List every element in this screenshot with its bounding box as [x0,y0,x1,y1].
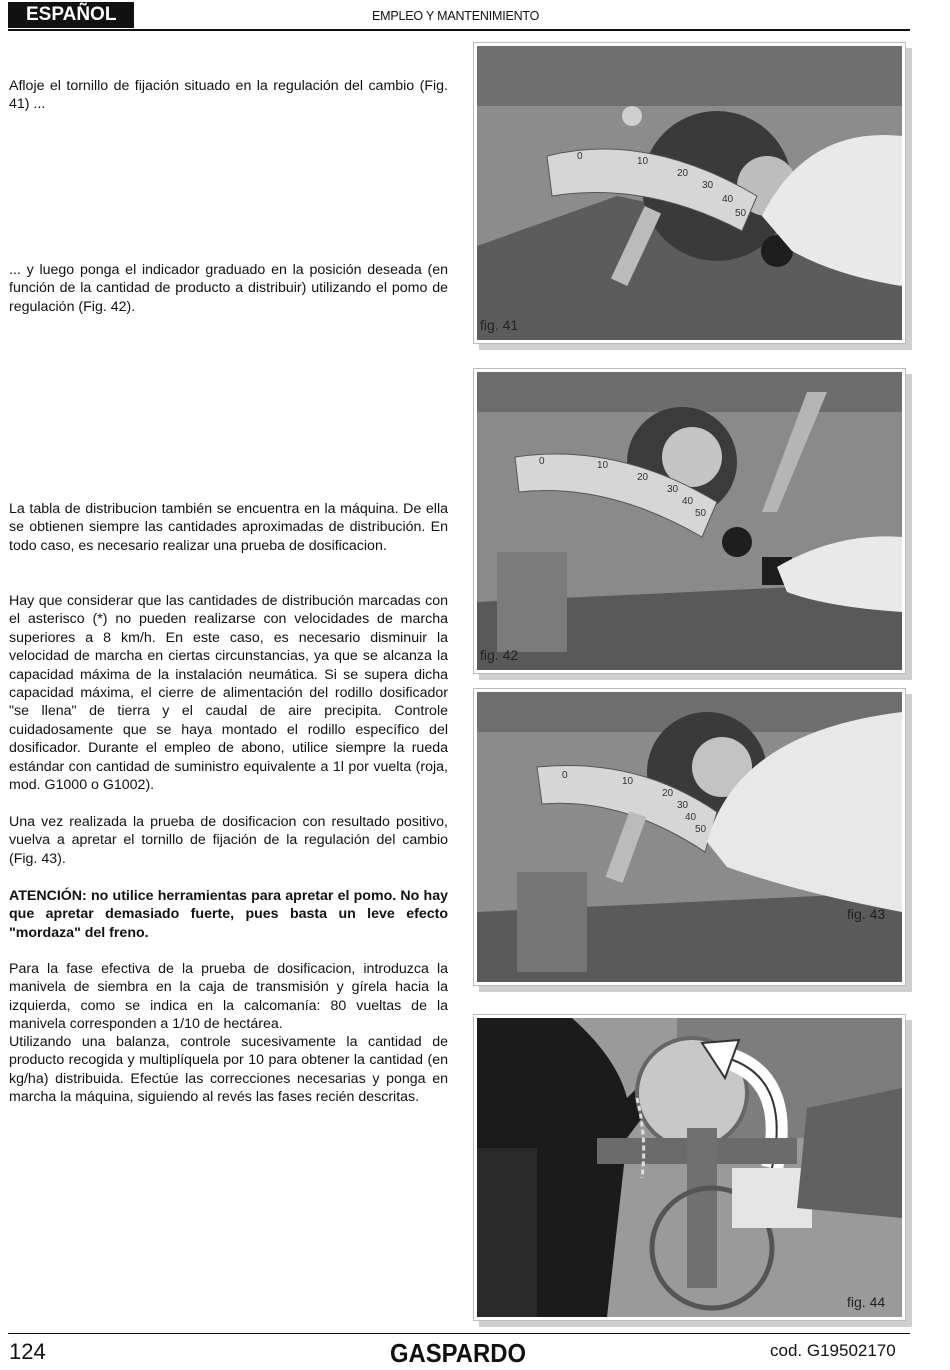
document-code: cod. G19502170 [770,1341,896,1360]
scale-tick-label: 10 [622,776,634,787]
figure-42 [473,368,906,674]
paragraph-asterisk-note: Hay que considerar que las cantidades de distribución marcadas con el asterisco (*) no pueden realizarse con velocidades de marcha superiores a 8 km/h. En este caso, es necesario disminuir la velocidad de marcha en ciertas circunstancias, ya que se alcanza la capacidad máxima de la instalación neumática. Si se supera dicha capacidad máxima, el cierre de alimentación del rodillo dosificador "se llena" de tierra y el caudal de aire precipita. Controle cuidadosamente que se haya montado el rodillo específico del dosificador. Durante el empleo de abono, utilice siempre la rueda estándar con cantidad de suministro equivalente a 1l por vuelta (roja, mod. G1000 o G1002). [9,593,448,794]
brand-wordmark: GASPARDO [390,1338,526,1366]
figure-caption: fig. 44 [847,1294,886,1310]
scale-tick-label: 30 [667,484,679,495]
paragraph-distribution-table: La tabla de distribucion también se encuentra en la máquina. De ella se obtienen siempre las cantidades aproximadas de distribución. En todo caso, es necesario realizar una prueba de dosificacion. [9,501,448,554]
scale-tick-label: 50 [735,208,747,219]
paragraph-set-indicator: ... y luego ponga el indicador graduado en la posición deseada (en función de la cantidad de producto a distribuir) utilizando el pomo de regulación (Fig. 42). [9,262,448,315]
scale-tick-label: 0 [562,770,568,781]
scale-tick-label: 40 [682,496,694,507]
language-tab: ESPAÑOL [8,2,134,28]
paragraph-loosen-screw: Afloje el tornillo de fijación situado en la regulación del cambio (Fig. 41) ... [9,78,448,113]
gaspardo-logo [388,1338,528,1366]
scale-tick-label: 30 [677,800,689,811]
paragraph-crank-test: Para la fase efectiva de la prueba de dosificacion, introduzca la manivela de siembra en la caja de transmisión y gírela hacia la izquierda, como se indica en la calcomanía: 80 vueltas de la manivela corresponden a 1/10 de hectárea. [9,961,448,1033]
scale-tick-label: 20 [677,168,689,179]
scale-tick-label: 50 [695,824,707,835]
figure-caption: fig. 42 [480,647,519,663]
page-number: 124 [9,1339,46,1364]
scale-tick-label: 40 [722,194,734,205]
scale-tick-label: 0 [577,151,583,162]
photo-graduated-indicator [477,372,902,670]
photo-gear-regulator [477,46,902,340]
scale-tick-label: 0 [539,456,545,467]
scale-tick-label: 40 [685,812,697,823]
figure-caption: fig. 43 [847,906,886,922]
photo-crank-rotation [477,1018,902,1317]
paragraph-warning: ATENCIÓN: no utilice herramientas para apretar el pomo. No hay que apretar demasiado fuerte, pues basta un leve efecto "mordaza" del freno. [9,888,448,941]
figure-41 [473,42,906,344]
footer-rule [8,1333,910,1334]
header-rule [8,29,910,31]
photo-retighten-knob [477,692,902,982]
scale-tick-label: 20 [637,472,649,483]
figure-44 [473,1014,906,1321]
scale-tick-label: 30 [702,180,714,191]
figure-caption: fig. 41 [480,317,519,333]
paragraph-weigh-product: Utilizando una balanza, controle sucesivamente la cantidad de producto recogida y multiplíquela por 10 para obtener la cantidad (en kg/ha) distribuida. Efectúe las correcciones necesarias y ponga en marcha la máquina, siguiendo al revés las fases recién descritas. [9,1034,448,1106]
section-title: EMPLEO Y MANTENIMIENTO [372,9,540,23]
figure-43 [473,688,906,986]
scale-tick-label: 20 [662,788,674,799]
scale-tick-label: 10 [637,156,649,167]
scale-tick-label: 10 [597,460,609,471]
paragraph-retighten: Una vez realizada la prueba de dosificacion con resultado positivo, vuelva a apretar el tornillo de fijación de la regulación del cambio (Fig. 43). [9,814,448,867]
scale-tick-label: 50 [695,508,707,519]
